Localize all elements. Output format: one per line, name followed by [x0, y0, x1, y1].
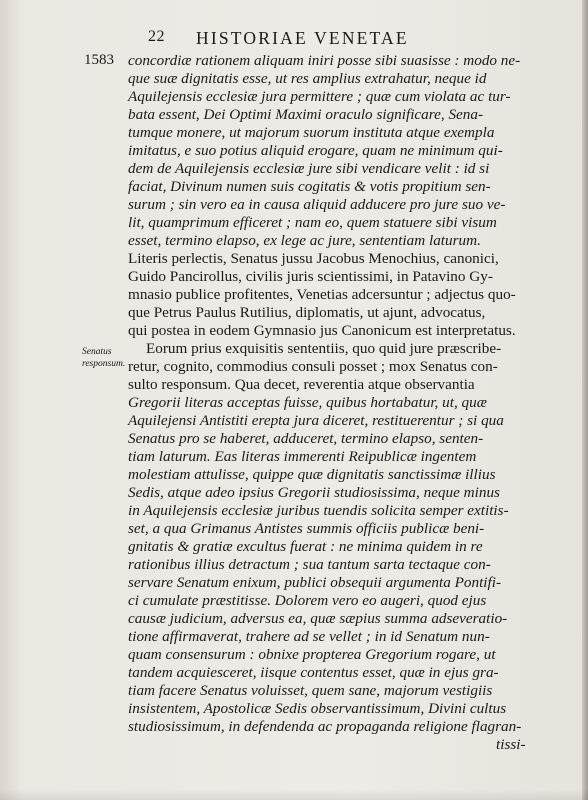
text-line: ci cumulate præstitisse. Dolorem vero eo augeri, quod ejus: [128, 592, 487, 609]
text-line: lit, quamprimum efficeret ; nam eo, quem statuere sibi visum: [128, 214, 497, 231]
page-edge: [582, 0, 588, 800]
text-line: qui postea in eodem Gymnasio jus Canonicum est interpretatus.: [128, 322, 516, 339]
page-number: 22: [148, 28, 165, 45]
text-line: faciat, Divinum numen suis cogitatis & votis propitium sen-: [128, 178, 491, 195]
text-line: rationibus illius detractum ; sua tantum sarta tectaque con-: [128, 556, 491, 573]
page-shadow: [0, 790, 588, 800]
text-line: Senatus pro se haberet, adduceret, termino elapso, senten-: [128, 430, 484, 447]
text-line: tandem acquiesceret, iisque contentus esset, quæ in ejus gra-: [128, 664, 499, 681]
text-line: imitatus, e suo potius aliquid erogare, quam ne minimum qui-: [128, 142, 503, 159]
text-line: servare Senatum enixum, publici obsequii argumenta Pontifi-: [128, 574, 502, 591]
text-line: quam consensurum : obnixe propterea Gregorium rogare, ut: [128, 646, 496, 663]
page-header: [148, 28, 588, 50]
text-line: Gregorii literas acceptas fuisse, quibus hortabatur, ut, quæ: [128, 394, 487, 411]
text-line: Sedis, atque adeo ipsius Gregorii studiosissima, neque minus: [128, 484, 500, 501]
running-head: HISTORIAE VENETAE: [196, 28, 409, 48]
margin-year: 1583: [84, 52, 114, 68]
margin-note-line: responsum.: [82, 359, 126, 369]
text-line: concordiæ rationem aliquam iniri posse sibi suasisse : modo ne-: [128, 52, 521, 69]
text-line: surum ; sin vero ea in causa aliquid adducere pro jure suo ve-: [128, 196, 506, 213]
text-line: Eorum prius exquisitis sententiis, quo quid jure præscribe-: [146, 340, 502, 357]
text-line: causæ judicium, adversus ea, quæ sæpius summa adseveratio-: [128, 610, 508, 627]
text-line: tiam laturum. Eas literas immerenti Reipublicæ ingentem: [128, 448, 477, 465]
text-line: studiosissimum, in defendenda ac propaganda religione flagran-: [128, 718, 522, 735]
catchword: tissi-: [496, 736, 526, 753]
text-line: esset, termino elapso, ex lege ac jure, sententiam laturum.: [128, 232, 481, 249]
text-line: que suæ dignitatis esse, ut res amplius extrahatur, neque id: [128, 70, 487, 87]
text-line: tiam facere Senatus voluisset, quem sane, majorum vestigiis: [128, 682, 493, 699]
text-line: dem de Aquilejensis ecclesiæ jure sibi vendicare velit : id si: [128, 160, 490, 177]
text-line: sulto responsum. Qua decet, reverentia atque observantia: [128, 376, 475, 393]
text-line: tione affirmaverat, trahere ad se vellet ; in id Senatum nun-: [128, 628, 490, 645]
text-line: que Petrus Paulus Rutilius, diplomatis, ut ajunt, advocatus,: [128, 304, 486, 321]
text-line: set, a qua Grimanus Antistes summis officiis publicæ beni-: [128, 520, 485, 537]
text-line: molestiam attulisse, quippe quæ dignitatis sanctissimæ illius: [128, 466, 496, 483]
text-line: Aquilejensi Antistiti erepta jura diceret, restituerentur ; si qua: [128, 412, 504, 429]
text-line: retur, cognito, commodius consuli posset ; mox Senatus con-: [128, 358, 498, 375]
margin-note-line: Senatus: [82, 347, 112, 357]
text-line: insistentem, Apostolicæ Sedis observantissimum, Divini cultus: [128, 700, 507, 717]
text-line: Literis perlectis, Senatus jussu Jacobus Menochius, canonici,: [128, 250, 499, 267]
text-line: tumque monere, ut majorum suorum instituta atque exempla: [128, 124, 495, 141]
text-line: Aquilejensis ecclesiæ jura permittere ; quæ cum violata ac tur-: [128, 88, 511, 105]
text-line: in Aquilejensis ecclesiæ juribus tuendis solicita semper extitis-: [128, 502, 509, 519]
text-line: Guido Pancirollus, civilis juris scientissimi, in Patavino Gy-: [128, 268, 493, 285]
text-line: bata essent, Dei Optimi Maximi oraculo significare, Sena-: [128, 106, 484, 123]
text-line: gnitatis & gratiæ excultus fuerat : ne minima quidem in re: [128, 538, 483, 555]
text-line: mnasio publice profitentes, Venetias adcersuntur ; adjectus quo-: [128, 286, 516, 303]
